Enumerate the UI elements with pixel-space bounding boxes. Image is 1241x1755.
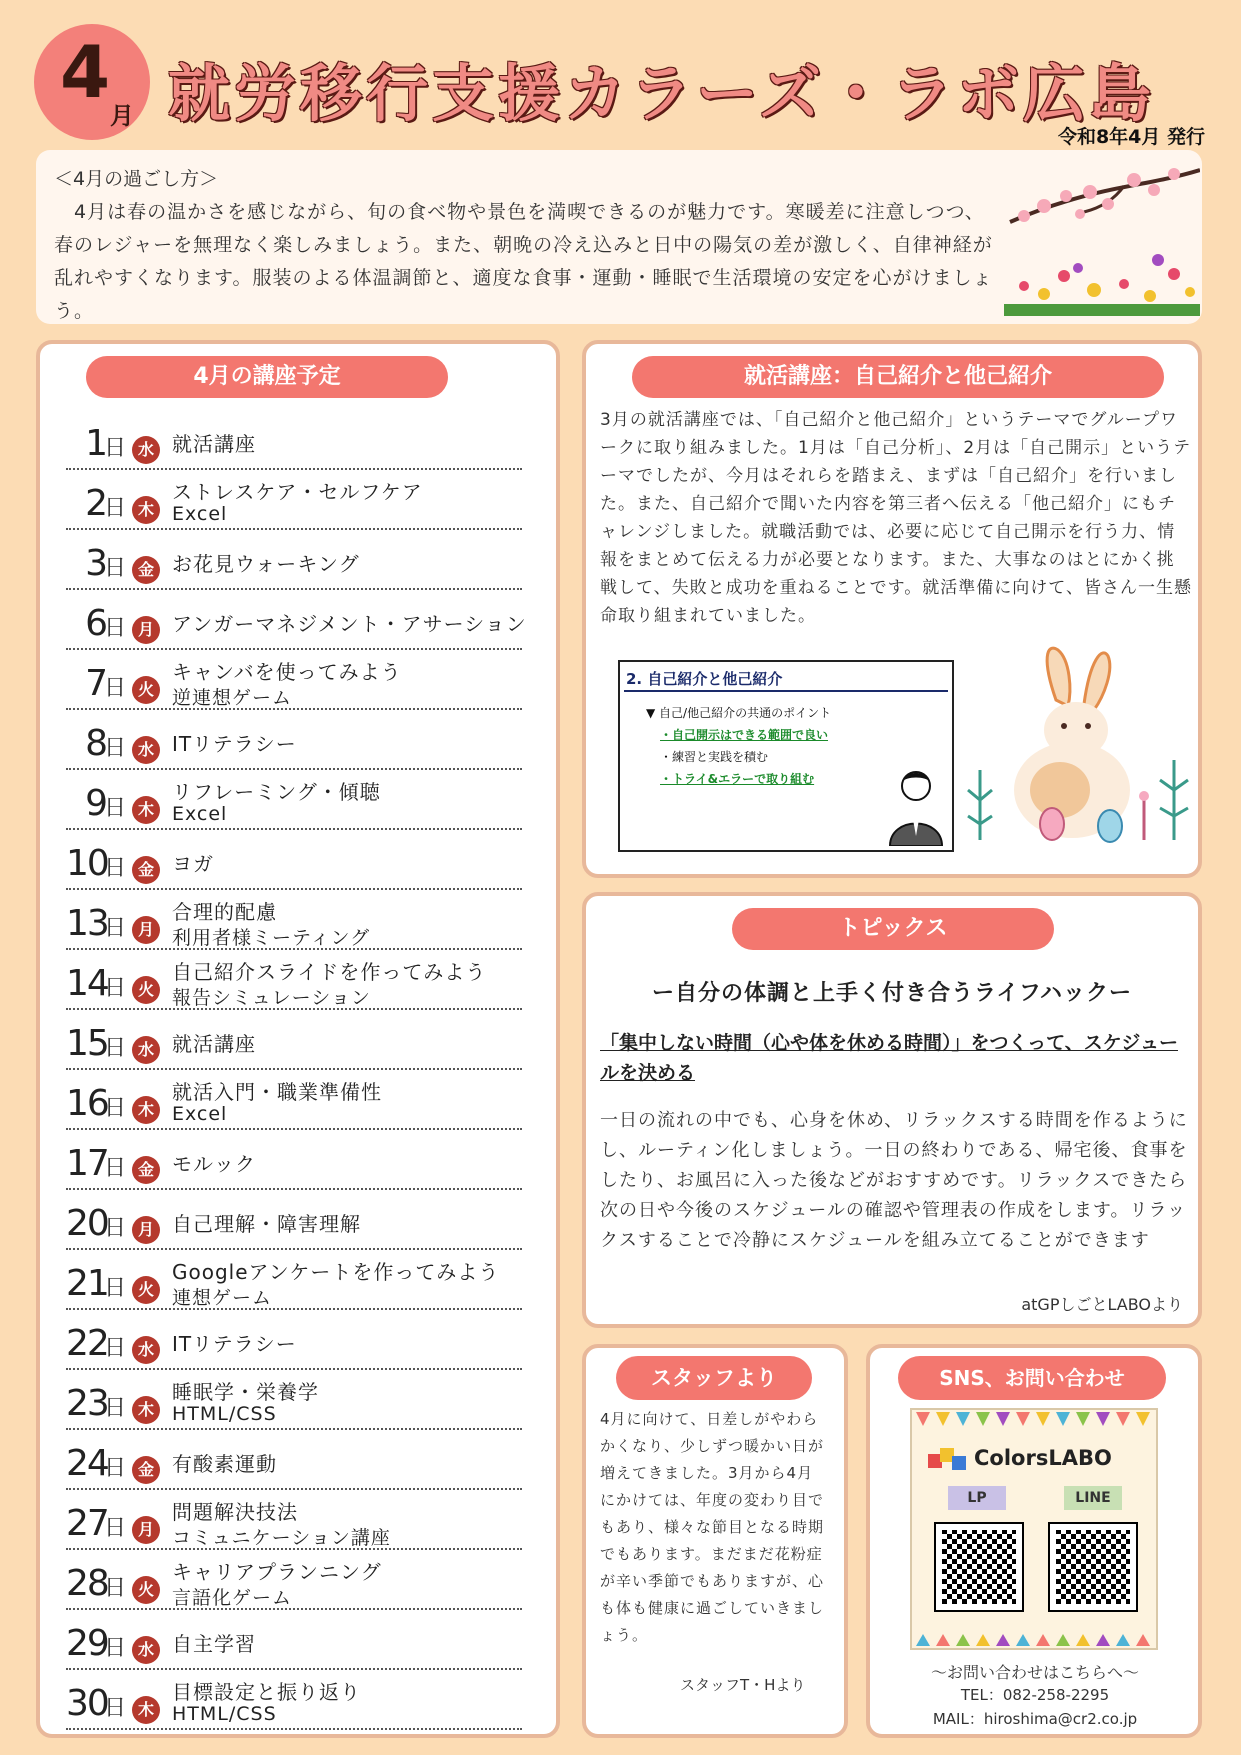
weekday-badge: 金 [132, 556, 160, 584]
staff-body: 4月に向けて、日差しがやわらかくなり、少しずつ暖かい日が増えてきました。3月から4月にかけては、年度の変わり目でもあり、様々な節目となる時期でもあります。まだまだ花粉症が辛い季節でもありますが、心も体も健康に過ごしていきましょう。 [600, 1410, 825, 1644]
event-title: 就活入門・職業準備性 [172, 1080, 382, 1104]
schedule-row [66, 1670, 522, 1730]
day-number: 23 [66, 1383, 108, 1424]
event-subtitle: Excel [172, 803, 228, 825]
weekday-badge: 月 [132, 1216, 160, 1244]
day-suffix: 日 [104, 1216, 127, 1241]
day-number: 10 [66, 843, 108, 884]
schedule-row [66, 1190, 522, 1250]
event-subtitle: Excel [172, 503, 228, 525]
intro-heading: ＜4月の過ごし方＞ [54, 168, 219, 190]
event-title: 自己紹介スライドを作ってみよう [172, 960, 487, 984]
weekday-badge: 木 [132, 796, 160, 824]
slide-point: ・トライ&エラーで取り組む [660, 772, 815, 786]
cherry-blossom-illustration [1004, 156, 1200, 324]
day-suffix: 日 [104, 1576, 127, 1601]
event-subtitle: 利用者様ミーティング [172, 927, 371, 949]
day-suffix: 日 [104, 736, 127, 761]
day-suffix: 日 [104, 796, 127, 821]
day-suffix: 日 [104, 1696, 127, 1721]
schedule-row [66, 590, 527, 650]
schedule-row [66, 1430, 522, 1490]
weekday-badge: 月 [132, 616, 160, 644]
presenter-illustration [876, 766, 946, 846]
event-subtitle: Excel [172, 1103, 228, 1125]
intro-body: 4月は春の温かさを感じながら、旬の食べ物や景色を満喫できるのが魅力です。寒暖差に注意しつつ、春のレジャーを無理なく楽しみましょう。また、朝晩の冷え込みと日中の陽気の差が激しく、自律神経が乱れやすくなります。服装のよる体温調節と、適度な食事・運動・睡眠で生活環境の安定を心がけましょう。 [54, 201, 993, 322]
day-number: 28 [66, 1563, 108, 1604]
event-title: 有酸素運動 [172, 1452, 277, 1476]
topics-title: トピックス [732, 908, 1054, 950]
day-suffix: 日 [104, 1516, 127, 1541]
schedule-title: 4月の講座予定 [86, 356, 448, 398]
day-number: 30 [66, 1683, 108, 1724]
weekday-badge: 月 [132, 1516, 160, 1544]
day-number: 9 [85, 783, 106, 824]
event-subtitle: コミュニケーション講座 [172, 1527, 391, 1549]
schedule-row [66, 710, 522, 770]
bottom-bunting-decoration [912, 1632, 1156, 1648]
day-number: 17 [66, 1143, 108, 1184]
lecture-body: 3月の就活講座では、「自己紹介と他己紹介」というテーマでグループワークに取り組みました。1月は「自己分析」、2月は「自己開示」というテーマでしたが、今月はそれらを踏まえ、まずは「自己紹介」を行いました。また、自己紹介で聞いた内容を第三者へ伝える「他己紹介」にもチャレンジしました。就職活動では、必要に応じて自己開示を行う力、情報をまとめて伝える力が必要となります。また、大事なのはとにかく挑戦して、失敗と成功を重ねることです。就活準備に向けて、皆さん一生懸命取り組まれていました。 [600, 410, 1192, 626]
schedule-row [66, 890, 522, 950]
schedule-row [66, 950, 522, 1010]
day-number: 1 [85, 423, 106, 464]
day-suffix: 日 [104, 1396, 127, 1421]
day-number: 27 [66, 1503, 108, 1544]
schedule-row [66, 1490, 522, 1550]
line-label: LINE [1064, 1486, 1122, 1510]
day-number: 15 [66, 1023, 108, 1064]
event-title: キャリアプランニング [172, 1560, 382, 1584]
event-title: 睡眠学・栄養学 [172, 1380, 319, 1404]
event-title: 自主学習 [172, 1632, 256, 1656]
weekday-badge: 水 [132, 1336, 160, 1364]
slide-heading: 2. 自己紹介と他己紹介 [626, 670, 783, 688]
day-number: 2 [85, 483, 106, 524]
lp-label: LP [948, 1486, 1006, 1510]
weekday-badge: 金 [132, 1456, 160, 1484]
schedule-row [66, 650, 522, 710]
event-title: モルック [172, 1152, 256, 1176]
event-title: 就活講座 [172, 1032, 256, 1056]
schedule-row [66, 1070, 522, 1130]
event-subtitle: HTML/CSS [172, 1703, 277, 1725]
event-subtitle: 逆連想ゲーム [172, 687, 293, 709]
day-suffix: 日 [104, 856, 127, 881]
event-title: 就活講座 [172, 432, 256, 456]
day-suffix: 日 [104, 1276, 127, 1301]
event-title: リフレーミング・傾聴 [172, 780, 381, 804]
schedule-row [66, 1310, 522, 1370]
schedule-row [66, 1370, 522, 1430]
event-title: 問題解決技法 [172, 1500, 298, 1524]
event-title: 自己理解・障害理解 [172, 1212, 361, 1236]
topics-headline: ー自分の体調と上手く付き合うライフハックー [652, 981, 1132, 1006]
schedule-row [66, 410, 522, 470]
lecture-title: 就活講座：自己紹介と他己紹介 [632, 356, 1164, 398]
day-number: 14 [66, 963, 108, 1004]
day-suffix: 日 [104, 496, 127, 521]
schedule-row [66, 1610, 522, 1670]
weekday-badge: 水 [132, 436, 160, 464]
day-number: 13 [66, 903, 108, 944]
day-suffix: 日 [104, 1156, 127, 1181]
day-suffix: 日 [104, 436, 127, 461]
day-suffix: 日 [104, 976, 127, 1001]
colorslabo-logo-icon [926, 1444, 970, 1474]
event-title: ITリテラシー [172, 732, 297, 756]
weekday-badge: 火 [132, 676, 160, 704]
event-subtitle: 報告シミュレーション [172, 987, 371, 1009]
contact-heading: ～お問い合わせはこちらへ～ [930, 1663, 1139, 1682]
day-suffix: 日 [104, 616, 127, 641]
issue-date: 令和8年4月 発行 [1057, 126, 1205, 148]
month-unit: 月 [110, 102, 134, 130]
sns-card [910, 1408, 1158, 1650]
day-suffix: 日 [104, 1636, 127, 1661]
weekday-badge: 水 [132, 1636, 160, 1664]
event-title: ストレスケア・セルフケア [172, 480, 423, 504]
day-number: 29 [66, 1623, 108, 1664]
topics-body: 一日の流れの中でも、心身を休め、リラックスする時間を作るようにし、ルーティン化しましょう。一日の終わりである、帰宅後、食事をしたり、お風呂に入った後などがおすすめです。リラックスできたら次の日や今後のスケジュールの確認や管理表の作成をします。リラックスすることで冷静にスケジュールを組み立てることができます [600, 1110, 1188, 1251]
schedule-row [66, 530, 522, 590]
sns-title: SNS、お問い合わせ [898, 1356, 1166, 1400]
day-number: 21 [66, 1263, 108, 1304]
event-subtitle: HTML/CSS [172, 1403, 277, 1425]
slide-subheading: ▼ 自己/他己紹介の共通のポイント [646, 706, 832, 720]
line-qr-code[interactable] [1050, 1524, 1136, 1610]
schedule-row [66, 1010, 522, 1070]
slide-point: ・練習と実践を積む [660, 750, 769, 764]
event-title: Googleアンケートを作ってみよう [172, 1260, 500, 1284]
schedule-row [66, 1250, 522, 1310]
event-title: アンガーマネジメント・アサーション [172, 612, 527, 636]
slide-divider [624, 690, 948, 692]
brand-name: ColorsLABO [974, 1446, 1112, 1470]
bunting-decoration [912, 1410, 1156, 1430]
day-suffix: 日 [104, 1456, 127, 1481]
weekday-badge: 火 [132, 1276, 160, 1304]
day-suffix: 日 [104, 1036, 127, 1061]
weekday-badge: 月 [132, 916, 160, 944]
day-suffix: 日 [104, 916, 127, 941]
day-suffix: 日 [104, 676, 127, 701]
weekday-badge: 火 [132, 1576, 160, 1604]
day-suffix: 日 [104, 1336, 127, 1361]
day-suffix: 日 [104, 556, 127, 581]
contact-tel: TEL：082-258-2295 [960, 1686, 1110, 1704]
schedule-row [66, 1550, 522, 1610]
contact-mail: MAIL：hiroshima@cr2.co.jp [932, 1710, 1138, 1728]
staff-title: スタッフより [616, 1356, 812, 1400]
event-title: キャンバを使ってみよう [172, 660, 402, 684]
lp-qr-code[interactable] [936, 1524, 1022, 1610]
topics-subhead: 「集中しない時間（心や体を休める時間）」をつくって、スケジュールを決める [600, 1032, 1178, 1084]
weekday-badge: 火 [132, 976, 160, 1004]
event-title: ヨガ [172, 852, 214, 876]
day-number: 16 [66, 1083, 108, 1124]
weekday-badge: 木 [132, 1396, 160, 1424]
event-title: ITリテラシー [172, 1332, 297, 1356]
day-number: 20 [66, 1203, 108, 1244]
event-subtitle: 言語化ゲーム [172, 1587, 293, 1609]
weekday-badge: 水 [132, 1036, 160, 1064]
lecture-slide [618, 660, 954, 852]
weekday-badge: 金 [132, 856, 160, 884]
day-number: 3 [85, 543, 106, 584]
staff-signature: スタッフT・Hより [680, 1676, 806, 1694]
weekday-badge: 水 [132, 736, 160, 764]
schedule-row [66, 470, 522, 530]
day-number: 24 [66, 1443, 108, 1484]
month-number: 4 [60, 30, 111, 114]
event-title: 合理的配慮 [172, 900, 277, 924]
event-subtitle: 連想ゲーム [172, 1287, 273, 1309]
slide-point: ・自己開示はできる範囲で良い [660, 728, 829, 742]
schedule-row [66, 1130, 522, 1190]
event-title: お花見ウォーキング [172, 552, 360, 576]
day-suffix: 日 [104, 1096, 127, 1121]
weekday-badge: 金 [132, 1156, 160, 1184]
schedule-row [66, 830, 522, 890]
event-title: 目標設定と振り返り [172, 1680, 361, 1704]
topics-source: atGPしごとLABOより [1021, 1295, 1183, 1314]
day-number: 8 [85, 723, 106, 764]
page-title: 就労移行支援カラーズ・ラボ広島 [168, 57, 1155, 130]
schedule-row [66, 770, 522, 830]
weekday-badge: 木 [132, 1696, 160, 1724]
rabbit-illustration [960, 640, 1196, 846]
weekday-badge: 木 [132, 1096, 160, 1124]
weekday-badge: 木 [132, 496, 160, 524]
day-number: 22 [66, 1323, 108, 1364]
day-number: 7 [85, 663, 106, 704]
day-number: 6 [85, 603, 106, 644]
